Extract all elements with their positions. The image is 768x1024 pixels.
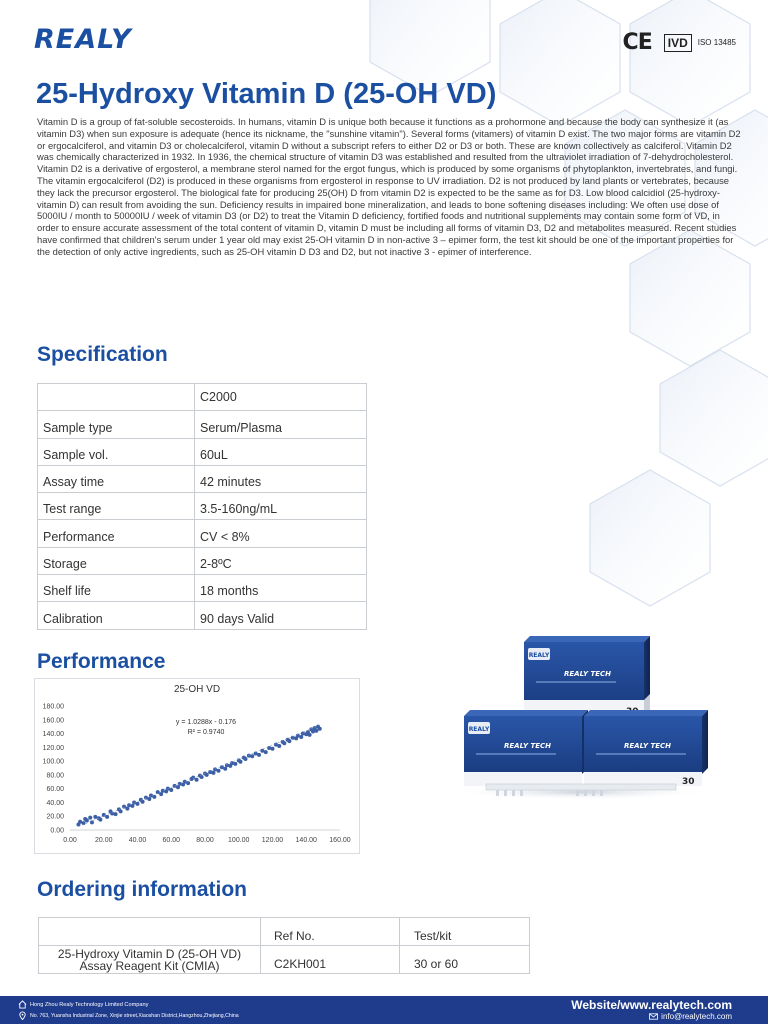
data-point [141,800,145,804]
data-point [308,733,312,737]
spec-value: CV < 8% [195,520,367,547]
ordering-table [38,917,530,974]
table-row [38,520,367,547]
svg-text:REALY TECH: REALY TECH [504,742,552,750]
product-name-line2: Assay Reagent Kit (CMIA) [79,958,220,973]
spec-label: Storage [38,547,195,574]
data-point [147,797,151,801]
table-row [39,946,530,974]
data-point [119,809,123,813]
data-point [301,732,305,736]
data-point [191,776,195,780]
data-point [311,729,315,733]
data-point [223,767,227,771]
data-point [169,788,173,792]
y-tick-label: 140.00 [42,731,64,739]
data-point [136,802,140,806]
x-tick-label: 80.00 [196,837,214,844]
data-point [264,750,268,754]
product-name-line1: 25-Hydroxy Vitamin D (25-OH VD) [57,946,242,961]
data-point [110,811,114,815]
table-row [38,575,367,602]
data-point [282,741,286,745]
y-tick-label: 160.00 [42,717,64,725]
data-point [257,753,261,757]
ce-mark: CE [622,30,652,55]
data-point [267,746,271,750]
header-cell [39,918,261,946]
data-point [277,744,281,748]
data-point [233,762,237,766]
y-tick-label: 180.00 [42,703,64,711]
certification-marks [623,30,736,55]
y-tick-label: 80.00 [46,772,64,780]
mail-icon [649,1012,658,1021]
email-link[interactable] [649,1012,732,1021]
data-point [122,805,126,809]
chart-frame [35,679,360,854]
product-name-cell [39,946,261,974]
table-row [38,493,367,520]
data-point [299,735,303,739]
spec-label: Performance [38,520,195,547]
spec-value: 18 months [195,575,367,602]
tests-cell: 30 or 60 [400,946,530,974]
table-row [38,384,367,411]
data-point [105,815,109,819]
y-tick-label: 40.00 [46,799,64,807]
y-tick-label: 20.00 [46,813,64,821]
svg-text:REALY: REALY [468,726,490,733]
header-tests: Test/kit [400,918,530,946]
spec-value: 90 days Valid [195,602,367,629]
footer-address [18,1011,239,1020]
brand-logo[interactable] [34,24,154,56]
x-tick-label: 60.00 [162,837,181,844]
svg-text:30: 30 [682,777,695,787]
data-point [225,763,229,767]
data-point [250,754,254,758]
data-point [217,769,221,773]
specification-table [37,383,367,630]
data-point [230,761,234,765]
spec-label: Test range [38,493,195,520]
y-tick-label: 100.00 [42,758,64,766]
home-icon [18,1000,27,1009]
x-tick-label: 100.00 [228,837,250,844]
footer-company [18,1000,148,1009]
ivd-mark: IVD [664,34,692,52]
data-point [98,818,102,822]
data-point [247,754,251,758]
spec-label: Assay time [38,465,195,492]
data-point [114,812,118,816]
x-tick-label: 140.00 [295,837,317,844]
svg-text:REALY TECH: REALY TECH [564,670,612,678]
x-tick-label: 20.00 [94,837,113,844]
spec-value: 3.5-160ng/mL [195,493,367,520]
footer-bar [0,996,768,1024]
address-text: No. 763, Yuansha Industrial Zone, Xinjie street,Xiaoshan District,Hangzhou,Zhejiang,China [30,1012,239,1019]
data-point [244,757,248,761]
product-kit-image [446,634,716,800]
data-point [238,760,242,764]
table-row [38,547,367,574]
company-name: Hong Zhou Realy Technology Limited Company [30,1001,149,1008]
location-pin-icon [18,1011,27,1020]
model-cell: C2000 [195,384,367,411]
data-point [271,747,275,751]
spec-value: 42 minutes [195,465,367,492]
email-text: info@realytech.com [661,1012,732,1021]
r-squared-label: R² = 0.9740 [187,729,225,736]
performance-scatter-chart [34,678,360,854]
y-tick-label: 0.00 [50,827,64,835]
page-title: 25-Hydroxy Vitamin D (25-OH VD) [36,78,497,110]
data-point [195,778,199,782]
data-point [314,729,318,733]
x-tick-label: 0.00 [63,837,77,844]
data-point [125,807,129,811]
svg-text:REALY: REALY [528,652,550,659]
data-point [211,771,215,775]
performance-heading: Performance [37,650,166,673]
x-tick-label: 160.00 [329,837,351,844]
ordering-heading: Ordering information [37,878,247,901]
data-point [159,792,163,796]
chart-title: 25-OH VD [173,684,221,695]
table-row [38,411,367,438]
table-cell [38,384,195,411]
table-row [38,602,367,629]
table-header-row [39,918,530,946]
trendline-equation: y = 1.0288x - 0.176 [175,719,237,726]
data-point [90,820,94,824]
svg-text:REALY TECH: REALY TECH [624,742,672,750]
header-ref: Ref No. [261,918,400,946]
website-link[interactable]: Website/www.realytech.com [571,998,732,1012]
spec-value: 60uL [195,438,367,465]
logo-text: REALY [34,24,132,55]
iso-label: ISO 13485 [697,38,736,47]
specification-heading: Specification [37,343,168,366]
kit-box-left [464,710,588,786]
x-tick-label: 120.00 [261,837,284,844]
table-row [38,438,367,465]
data-point [176,785,180,789]
table-row [38,465,367,492]
spec-value: Serum/Plasma [195,411,367,438]
spec-value: 2-8ºC [195,547,367,574]
spec-label: Shelf life [38,575,195,602]
data-point [85,818,89,822]
data-point [127,803,131,807]
kit-box-top [524,636,650,720]
kit-box-right [584,710,708,787]
x-tick-label: 40.00 [128,837,147,844]
y-tick-label: 60.00 [46,786,64,794]
ref-cell: C2KH001 [261,946,400,974]
data-point [318,727,322,731]
spec-label: Calibration [38,602,195,629]
y-tick-label: 120.00 [42,744,64,752]
spec-label: Sample type [38,411,195,438]
data-point [88,816,92,820]
data-point [186,781,190,785]
data-point [287,739,291,743]
data-point [102,813,106,817]
spec-label: Sample vol. [38,438,195,465]
intro-paragraph: Vitamin D is a group of fat-soluble secosteroids. In humans, vitamin D is unique both because it functions as a prohormone and because the body can synthesize it (as vitamin D3) when sun exposure is adequate (hence its nickname, the "sunshine vitamin"). Several forms (vitamers) of vitamin D exist. The two major forms are vitamin D2 or ergocalciferol, and vitamin D3 or cholecalciferol, vitamin D without a subscript refers to either D2 or D3 or both. These are known collectively as calciferol. Vitamin D2 was chemically characterized in 1932. In 1936, the chemical structure of vitamin D3 was established and resulted from the ultraviolet irradiation of 7-dehydrocholesterol. Vitamin D2 is a derivative of ergosterol, a membrane sterol named for the ergot fungus, which is produced by some organisms of phytoplankton, invertebrates, and fungi. The vitamin ergocalciferol (D2) is produced in these organisms from ergosterol in response to UV irradiation. D2 is not produced by land plants or vertebrates, because they lack the precursor ergosterol. The biological fate for producing 25(OH) D from vitamin D2 is expected to be the same as for D3. Low blood calcidiol (25-hydroxy-vitamin D) can result from avoiding the sun. Deficiency results in impaired bone mineralization, and leads to bone softening diseases including: We often use dose of 5000IU / month to 50000IU / week of vitamin D3 (or D2) to treat the Vitamin D deficiency, fortified foods and nutritional supplements may contain some form of VD, in order to ensure accurate assessment of the total content of vitamin D, vitamin D must be including all forms of vitamin D3, D2 and metabolites measured. Recent studies have confirmed that children's serum under 1 year old may exist 25-OH vitamin D in non-active 3 – epimer form, the test kit should be one of the important properties for the detection of only active ingredients, such as 25-OH vitamin D D3 and D2, but not inactive 3 - epimer of interference. [37,116,741,257]
